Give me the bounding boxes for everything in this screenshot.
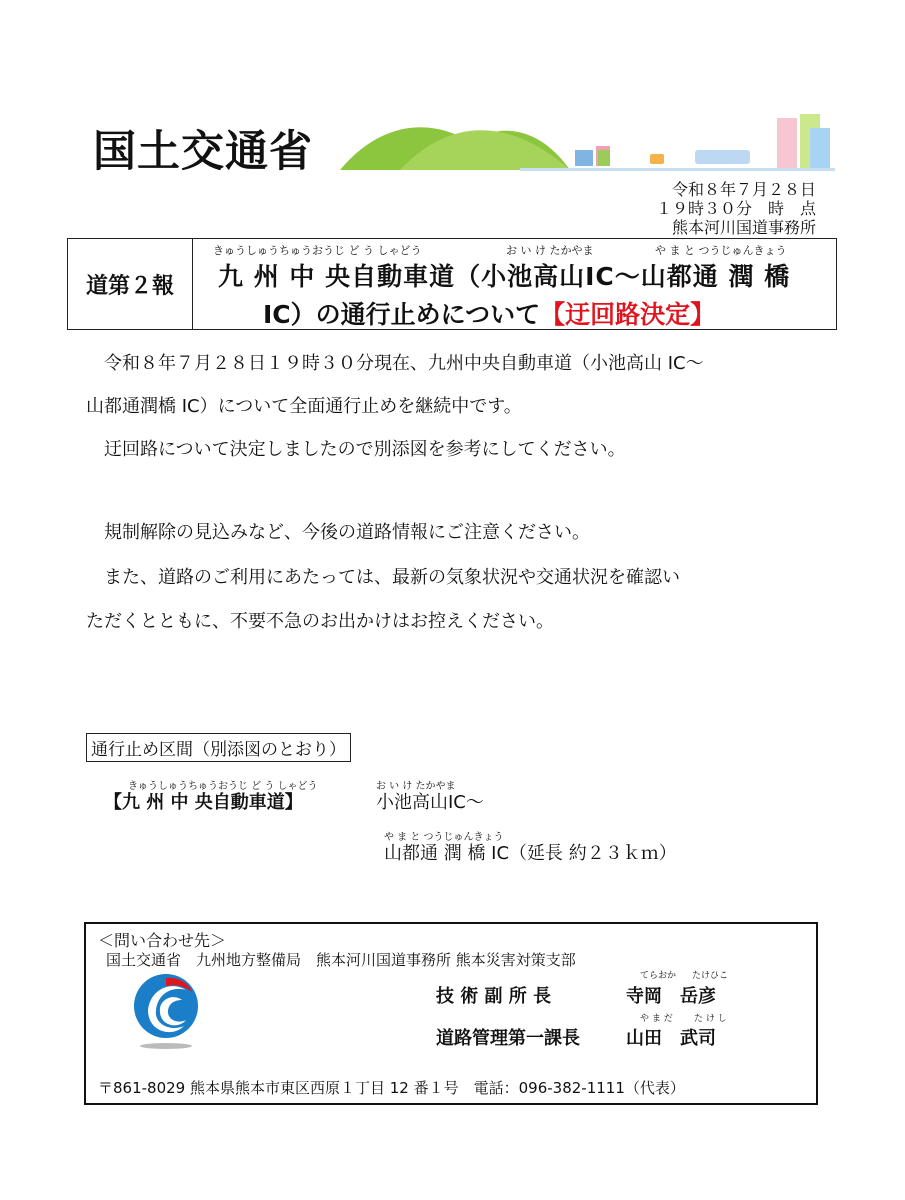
contact-box: [84, 922, 818, 1105]
paragraph-4-line-1: [86, 563, 826, 589]
p2: 迂回路について決定しましたので別添図を参考にしてください。: [104, 439, 626, 460]
detour-decided-badge: 【迂回路決定】: [540, 300, 716, 329]
ruby-takeshi: た け し: [694, 1014, 727, 1024]
date-block: [560, 180, 816, 237]
paragraph-1-line-1: [86, 349, 826, 375]
ruby-koike: お い け たかやま: [506, 244, 594, 257]
ruby-yamada: や ま だ: [640, 1014, 673, 1024]
person2-name: 山田 武司: [626, 1028, 716, 1049]
paragraph-3: [86, 518, 826, 544]
person2-title: 道路管理第一課長: [436, 1028, 580, 1049]
paragraph-4-line-2: ただくとともに、不要不急のお出かけはお控えください。: [86, 611, 554, 632]
person1-name: 寺岡 岳彦: [626, 986, 716, 1007]
ruby-takehiko: たけひこ: [692, 971, 729, 981]
ruby-teraoka: てらおか: [640, 971, 677, 981]
ruby-kyushu: きゅうしゅうちゅうおうじ ど う しゃどう: [213, 244, 422, 257]
ruby-from: お い け たかやま: [376, 781, 456, 792]
p3: 規制解除の見込みなど、今後の道路情報にご注意ください。: [104, 522, 590, 543]
ruby-yamato: や ま と つうじゅんきょう: [655, 244, 787, 257]
closure-section-heading: 通行止め区間（別添図のとおり）: [86, 733, 351, 762]
title-line-2: [263, 295, 715, 331]
closed-road-name: 【九 州 中 央自動車道】: [104, 792, 303, 813]
issuing-office: 熊本河川国道事務所: [671, 218, 816, 237]
p1a: 令和８年７月２８日１９時３０分現在、九州中央自動車道（小池高山 IC～: [104, 353, 704, 374]
ministry-logo-text: 国土交通省: [93, 127, 313, 177]
ruby-road: きゅうしゅうちゅうおうじ ど う しゃどう: [128, 781, 318, 792]
mlit-emblem-icon: [126, 970, 206, 1050]
title-line-1: 九 州 中 央自動車道（小池高山IC～山都通 潤 橋: [218, 262, 791, 291]
contact-address: 〒861-8029 熊本県熊本市東区西原１丁目 12 番１号 電話：096-382-1111（代表）: [98, 1079, 685, 1097]
p4a: また、道路のご利用にあたっては、最新の気象状況や交通状況を確認い: [104, 567, 680, 588]
person1-title: 技 術 副 所 長: [436, 986, 552, 1007]
issue-time: １９時３０分 時 点: [655, 199, 816, 218]
title-cell: [193, 239, 836, 329]
paragraph-1-line-2: 山都通潤橋 IC）について全面通行止めを継続中です。: [86, 396, 522, 417]
contact-heading: ＜問い合わせ先＞: [98, 931, 227, 950]
ruby-to: や ま と つうじゅんきょう: [384, 832, 504, 843]
report-number: 道第２報: [68, 239, 193, 329]
closure-from: 小池高山IC～: [376, 792, 484, 813]
contact-organization: 国土交通省 九州地方整備局 熊本河川国道事務所 熊本災害対策支部: [106, 951, 576, 969]
issue-date: 令和８年７月２８日: [671, 180, 816, 199]
title-line-2-main: IC）の通行止めについて: [263, 300, 541, 329]
paragraph-2: [86, 435, 826, 461]
closure-to: 山都通 潤 橋 IC（延長 約２３ｋｍ）: [384, 843, 677, 864]
landscape-illustration: [340, 112, 835, 172]
title-table: [67, 238, 837, 330]
